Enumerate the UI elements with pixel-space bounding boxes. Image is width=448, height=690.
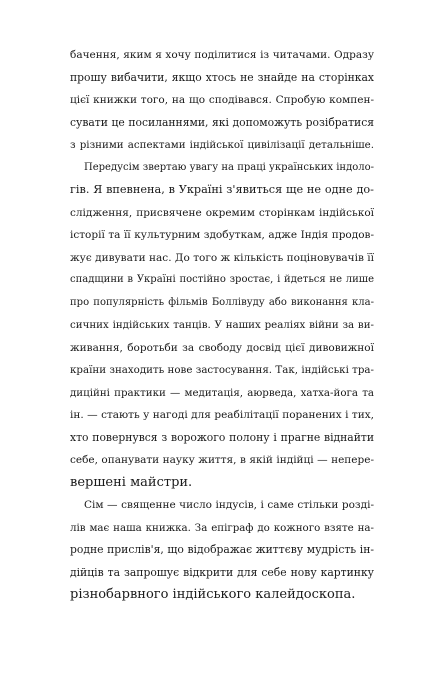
text-line: дійців та запрошує відкрити для себе нову картинку [70, 565, 374, 579]
text-line: історії та її культурним здобуткам, адже Індія продов- [70, 229, 374, 241]
text-line: спадщини в Україні постійно зростає, і йдеться не лише [70, 274, 374, 285]
paragraph-2 [70, 494, 374, 607]
text-line: бачення, яким я хочу поділитися із читачами. Одразу [70, 49, 374, 61]
text-line: прошу вибачити, якщо хтось не знайде на сторінках [70, 70, 374, 84]
paragraph-1 [70, 44, 374, 494]
text-line: з різними аспектами індійської цивілізації детальніше. [70, 139, 374, 151]
text-line: живання, боротьби за свободу досвід цієї дивовижної [70, 341, 374, 354]
text-line: ін. — стають у нагоді для реабілітації поранених і тих, [70, 409, 374, 421]
text-line: слідження, присвячене окремим сторінкам індійської [70, 206, 374, 219]
text-line: Передусім звертаю увагу на праці українських індоло- [84, 161, 374, 173]
text-line: жує дивувати нас. До того ж кількість поціновувачів її [70, 251, 374, 264]
text-line: лів має наша книжка. За епіграф до кожного взяте на- [70, 521, 374, 534]
body-text [70, 44, 374, 607]
text-line: цієї книжки того, на що сподівався. Спробую компен- [70, 94, 374, 106]
text-line: сичних індійських танців. У наших реаліях війни за ви- [70, 319, 374, 331]
text-line: сувати це посиланнями, які допоможуть розібратися [70, 115, 374, 129]
text-line: Сім — священне число індусів, і саме стільки розді- [84, 499, 374, 511]
text-line: про популярність фільмів Боллівуду або виконання кла- [70, 296, 374, 308]
text-line: родне прислів'я, що відображає життєву мудрість ін- [70, 543, 374, 556]
text-line: вершені майстри. [70, 474, 193, 490]
text-line: країни знаходить нове застосування. Так, індійські тра- [70, 364, 374, 376]
text-line: хто повернувся з ворожого полону і прагне віднайти [70, 430, 374, 444]
text-line: диційні практики — медитація, аюрведа, хатха-йога та [70, 386, 374, 399]
text-line: гів. Я впевнена, в Україні з'явиться ще не одне до- [70, 183, 374, 196]
text-line: себе, опанувати науку життя, в якій індійці — непере- [70, 454, 374, 466]
text-line: різнобарвного індійського калейдоскопа. [70, 587, 356, 602]
